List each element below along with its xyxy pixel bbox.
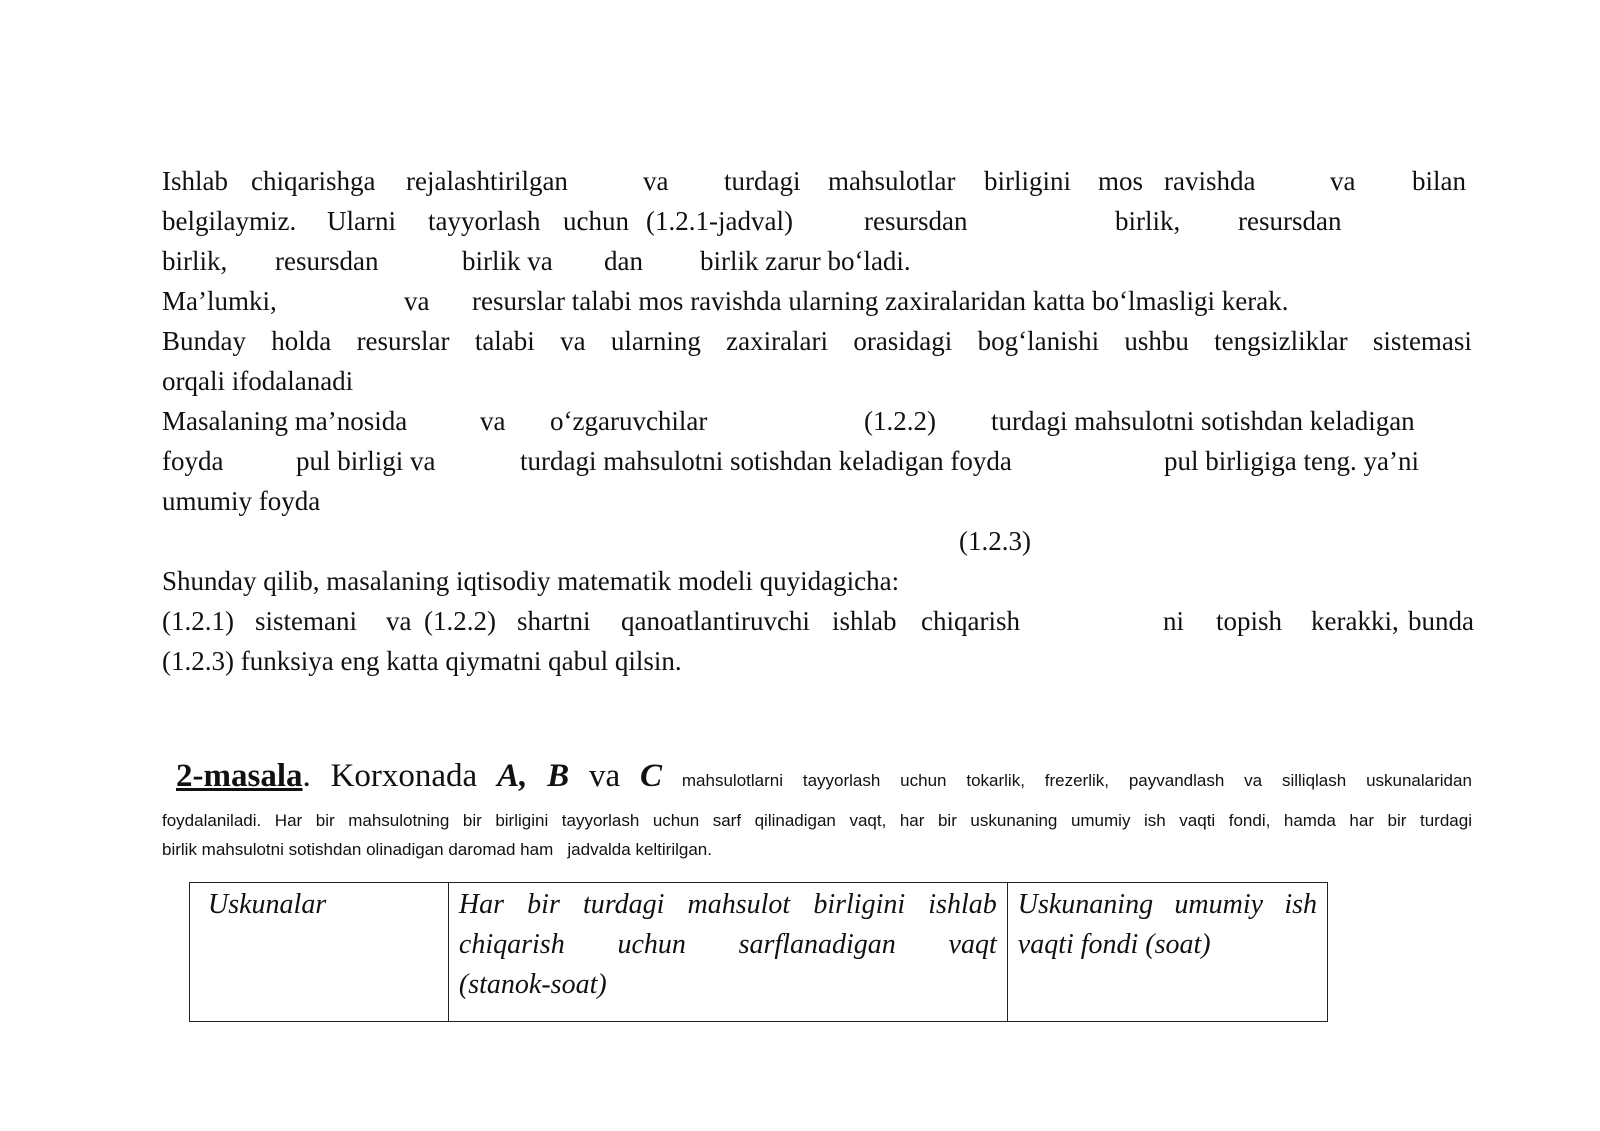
task-2-line-3: birlik mahsulotni sotishdan olinadigan daromad ham jadvalda keltirilgan. <box>162 840 712 859</box>
task-2-heading: 2-masala. Korxonada A, B va C mahsulotlarni tayyorlash uchun tokarlik, frezerlik, payvandlash va silliqlash uskunalaridan <box>176 758 1472 794</box>
paragraph-line-7: Masalaning ma’nosida va o‘zgaruvchilar (1.2.2) turdagi mahsulotni sotishdan keladigan <box>162 401 1472 441</box>
table-header-equipment: Uskunalar <box>190 883 449 1022</box>
equipment-table <box>189 882 1328 1022</box>
equation-label: (1.2.3) <box>959 526 1031 556</box>
table-header-total-time-fund: Uskunaning umumiy ish vaqti fondi (soat) <box>1007 883 1327 1022</box>
paragraph-line-1: Ishlab chiqarishga rejalashtirilgan va turdagi mahsulotlar birligini mos ravishda va bilan <box>162 166 1466 196</box>
paragraph-line-2: belgilaymiz. Ularni tayyorlash uchun (1.2.1-jadval) resursdan birlik, resursdan <box>162 206 1342 236</box>
paragraph-line-3: birlik, resursdan birlik va dan birlik zarur bo‘ladi. <box>162 246 911 276</box>
task-2-line-2: foydalaniladi. Har bir mahsulotning bir birligini tayyorlash uchun sarf qilinadigan vaqt, har bir uskunaning umumiy ish vaqti fondi, hamda har bir turdagi <box>162 811 1472 830</box>
task-2-title: 2-masala <box>176 758 303 794</box>
paragraph-line-10 <box>162 521 1472 561</box>
paragraph-line-12: (1.2.1) sistemani va (1.2.2) shartni qanoatlantiruvchi ishlab chiqarish ni topish kerakki, bunda <box>162 606 1474 636</box>
paragraph-line-11: Shunday qilib, masalaning iqtisodiy matematik modeli quyidagicha: <box>162 566 900 596</box>
paragraph-line-8: foyda pul birligi va turdagi mahsulotni sotishdan keladigan foyda pul birligiga teng. ya’ni <box>162 446 1419 476</box>
paragraph-line-5: Bunday holda resurslar talabi va ularning zaxiralari orasidagi bog‘lanishi ushbu tengsizliklar sistemasi <box>162 326 1472 356</box>
paragraph-line-9: umumiy foyda <box>162 486 321 516</box>
paragraph-line-13: (1.2.3) funksiya eng katta qiymatni qabul qilsin. <box>162 646 682 676</box>
paragraph-line-6: orqali ifodalanadi <box>162 366 354 396</box>
paragraph-line-4: Ma’lumki, va resurslar talabi mos ravishda ularning zaxiralaridan katta bo‘lmasligi kerak. <box>162 286 1289 316</box>
equation-label: (1.2.2) <box>864 406 936 436</box>
table-header-row <box>190 883 1328 1022</box>
table-header-time-per-unit: Har bir turdagi mahsulot birligini ishlab chiqarish uchun sarflanadigan vaqt (stanok-soat) <box>448 883 1007 1022</box>
